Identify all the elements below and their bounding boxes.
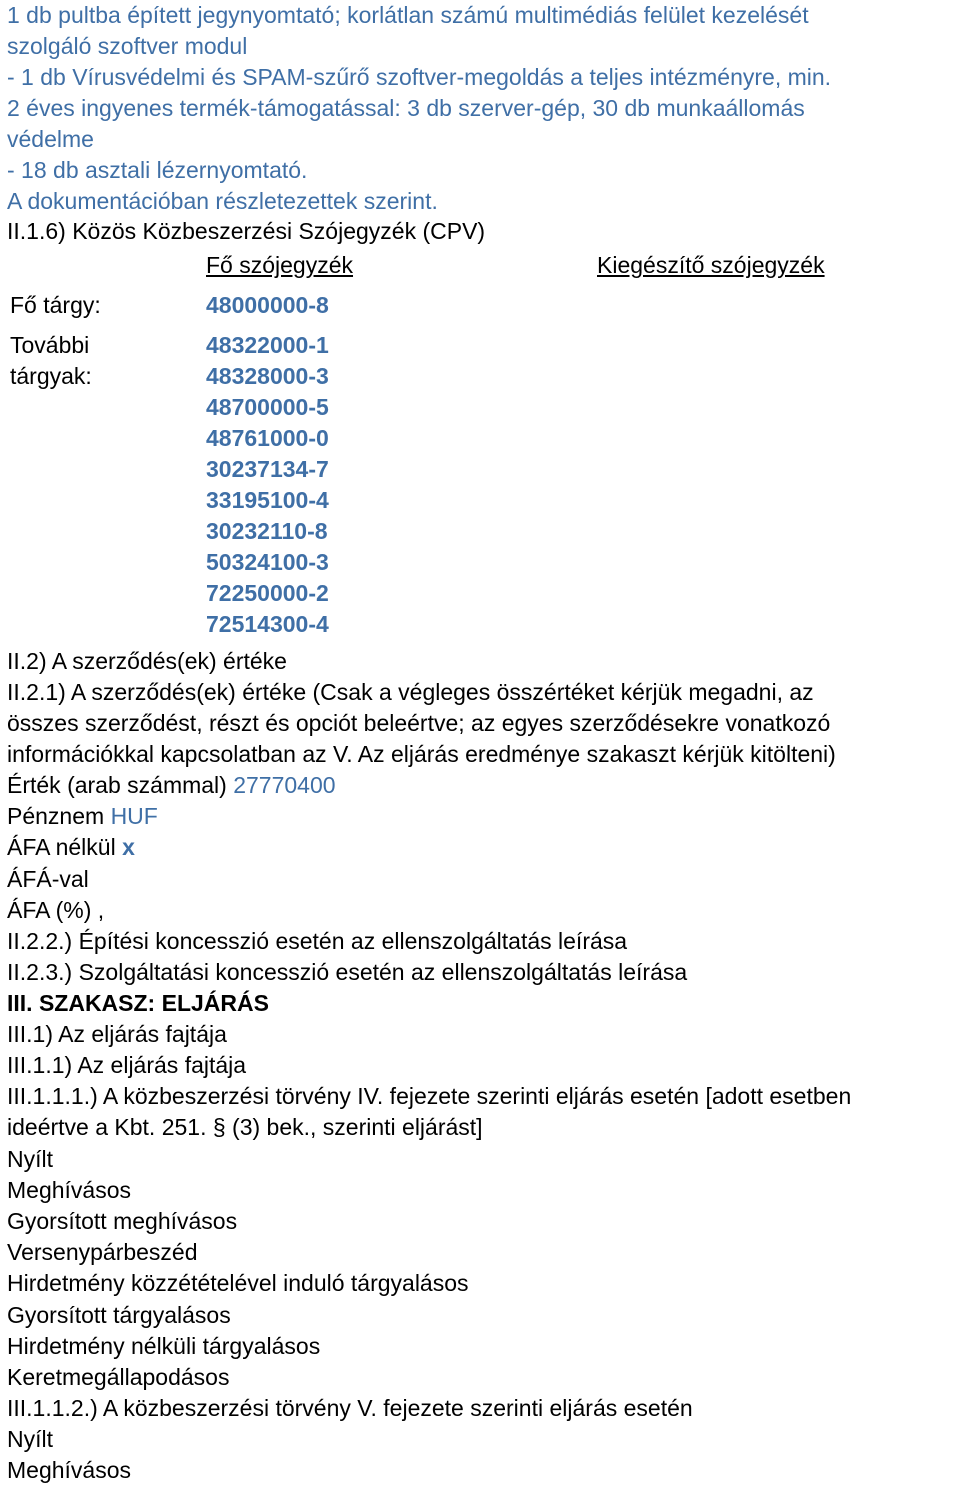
cpv-additional-codes xyxy=(206,330,329,640)
procedure-section-title: III. SZAKASZ: ELJÁRÁS xyxy=(7,990,269,1016)
cpv-additional-label: További xyxy=(10,332,90,358)
intro-line: - 1 db Vírusvédelmi és SPAM-szűrő szoftver-megoldás a teljes intézményre, min. xyxy=(7,64,832,90)
value-heading: II.2) A szerződés(ek) értéke xyxy=(7,648,287,674)
amount-label: Érték (arab számmal) xyxy=(7,772,234,798)
cpv-code: 72514300-4 xyxy=(206,611,329,637)
cpv-main-label: Fő tárgy: xyxy=(10,292,101,318)
vat-excl-row xyxy=(7,832,135,863)
vat-excl-label: ÁFA nélkül xyxy=(7,834,123,860)
concession-services: II.2.3.) Szolgáltatási koncesszió esetén az ellenszolgáltatás leírása xyxy=(7,959,688,985)
value-desc-line: II.2.1) A szerződés(ek) értéke (Csak a végleges összértéket kérjük megadni, az xyxy=(7,679,814,705)
chapter4-line: ideértve a Kbt. 251. § (3) bek., szerinti eljárást] xyxy=(7,1114,483,1140)
intro-line: 2 éves ingyenes termék-támogatással: 3 db szerver-gép, 30 db munkaállomás xyxy=(7,95,805,121)
cpv-code: 48761000-0 xyxy=(206,425,329,451)
cpv-code: 48700000-5 xyxy=(206,394,329,420)
vat-incl-label: ÁFÁ-val xyxy=(7,866,89,892)
procedure-option: Meghívásos xyxy=(7,1457,132,1483)
amount-row xyxy=(7,770,336,801)
chapter4-line: III.1.1.1.) A közbeszerzési törvény IV. fejezete szerinti eljárás esetén [adott esetben xyxy=(7,1083,852,1109)
cpv-code: 30232110-8 xyxy=(206,518,328,544)
intro-line: szolgáló szoftver modul xyxy=(7,33,248,59)
procedure-option: Keretmegállapodásos xyxy=(7,1364,230,1390)
cpv-code: 72250000-2 xyxy=(206,580,329,606)
procedure-type-subheading: III.1.1) Az eljárás fajtája xyxy=(7,1052,247,1078)
cpv-code: 33195100-4 xyxy=(206,487,329,513)
intro-line: - 18 db asztali lézernyomtató. xyxy=(7,157,308,183)
value-desc-line: összes szerződést, részt és opciót beleértve; az egyes szerződésekre vonatkozó xyxy=(7,710,831,736)
cpv-code: 48322000-1 xyxy=(206,332,329,358)
amount-value: 27770400 xyxy=(233,772,336,798)
procedure-type-heading: III.1) Az eljárás fajtája xyxy=(7,1021,227,1047)
intro-line: védelme xyxy=(7,126,94,152)
cpv-code: 50324100-3 xyxy=(206,549,329,575)
currency-row xyxy=(7,801,158,832)
cpv-code: 30237134-7 xyxy=(206,456,329,482)
procedure-option: Versenypárbeszéd xyxy=(7,1239,198,1265)
cpv-supp-header: Kiegészítő szójegyzék xyxy=(597,252,825,278)
vat-pct-label: ÁFA (%) , xyxy=(7,897,105,923)
procedure-option: Nyílt xyxy=(7,1426,53,1452)
concession-works: II.2.2.) Építési koncesszió esetén az ellenszolgáltatás leírása xyxy=(7,928,628,954)
value-desc-line: információkkal kapcsolatban az V. Az eljárás eredménye szakaszt kérjük kitölteni) xyxy=(7,741,836,767)
cpv-main-code: 48000000-8 xyxy=(206,292,329,318)
vat-excl-mark: x xyxy=(122,834,135,860)
currency-value: HUF xyxy=(110,803,158,829)
currency-label: Pénznem xyxy=(7,803,111,829)
procedure-option: Hirdetmény nélküli tárgyalásos xyxy=(7,1333,321,1359)
procedure-option: Meghívásos xyxy=(7,1177,132,1203)
procedure-option: Hirdetmény közzétételével induló tárgyalásos xyxy=(7,1270,469,1296)
intro-text xyxy=(7,0,831,217)
procedure-option: Nyílt xyxy=(7,1146,53,1172)
procedure-option: Gyorsított tárgyalásos xyxy=(7,1302,231,1328)
procedure-option: Gyorsított meghívásos xyxy=(7,1208,238,1234)
chapter5-line: III.1.1.2.) A közbeszerzési törvény V. fejezete szerinti eljárás esetén xyxy=(7,1395,693,1421)
cpv-main-header: Fő szójegyzék xyxy=(206,252,354,278)
intro-line: A dokumentációban részletezettek szerint. xyxy=(7,188,438,214)
cpv-code: 48328000-3 xyxy=(206,363,329,389)
intro-line: 1 db pultba épített jegynyomtató; korlátlan számú multimédiás felület kezelését xyxy=(7,2,809,28)
cpv-additional-label: tárgyak: xyxy=(10,363,92,389)
cpv-section-title: II.1.6) Közös Közbeszerzési Szójegyzék (CPV) xyxy=(7,218,486,244)
